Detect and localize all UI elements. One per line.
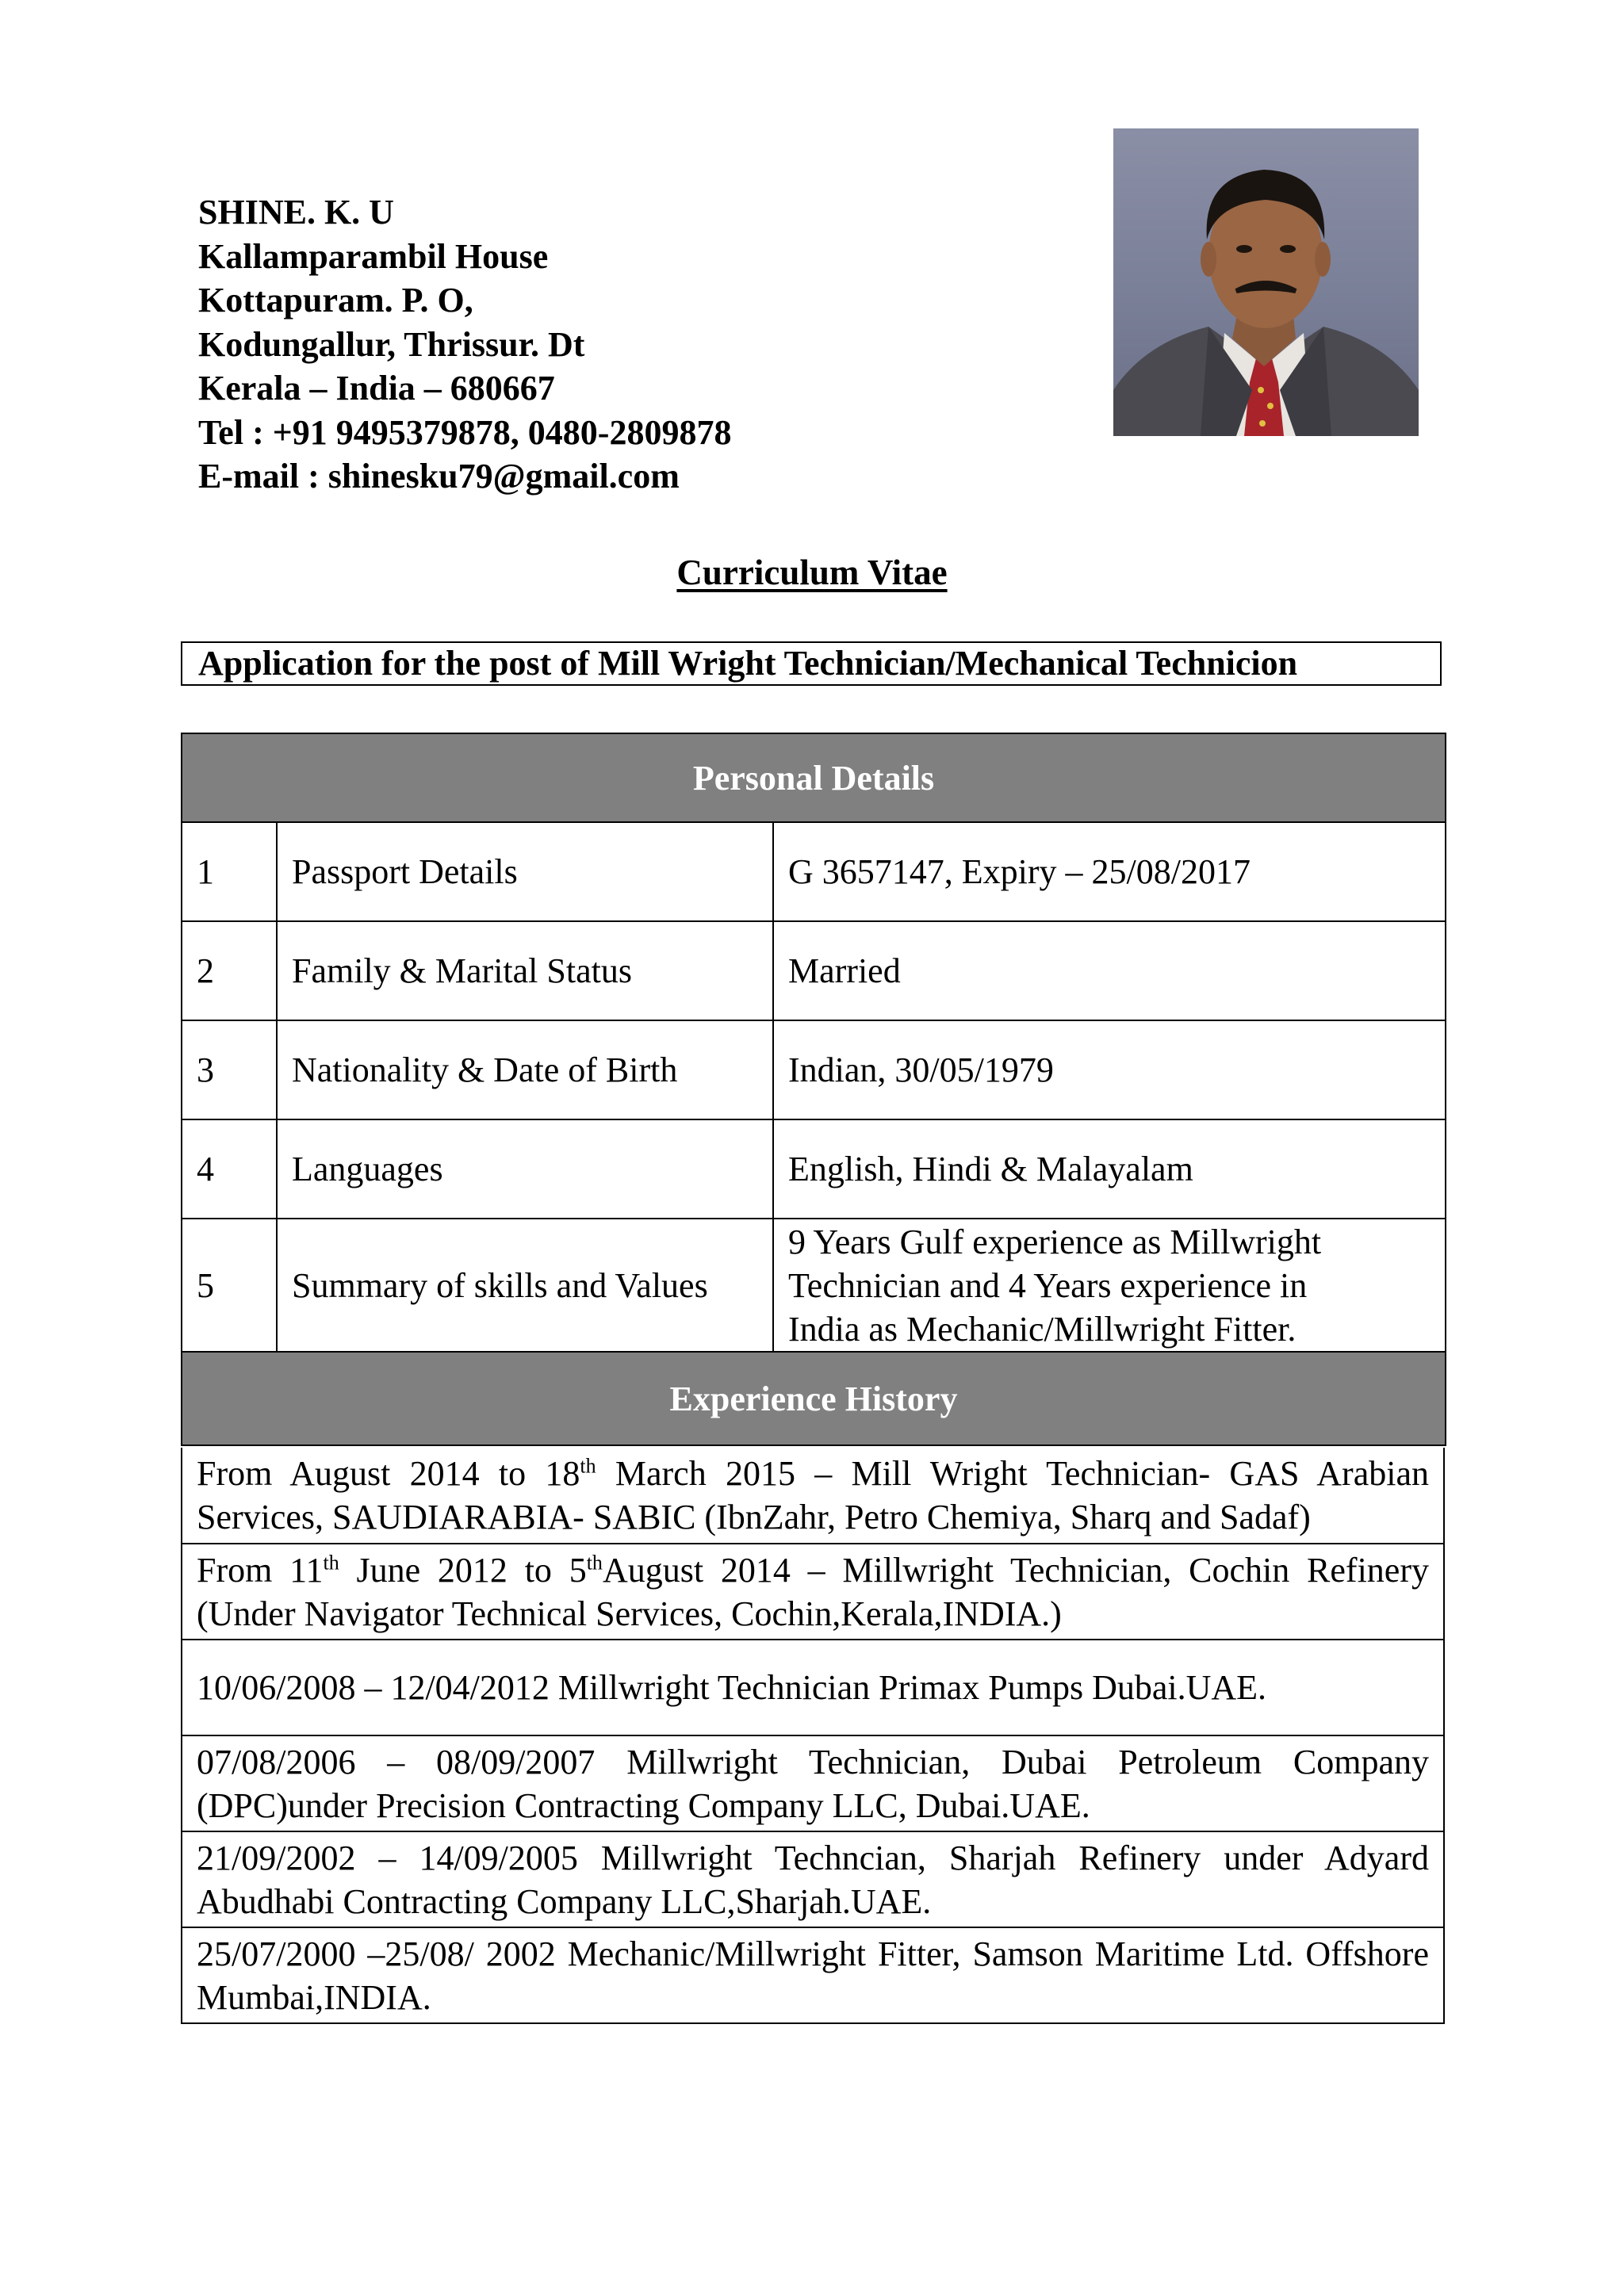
table-row (182, 921, 1446, 1020)
row-number: 1 (182, 822, 277, 921)
document-title: Curriculum Vitae (676, 553, 948, 592)
table-row (182, 1927, 1444, 2023)
experience-entry: 25/07/2000 –25/08/ 2002 Mechanic/Millwright Fitter, Samson Maritime Ltd. Offshore Mumbai,INDIA. (182, 1927, 1444, 2023)
address-line: Kodungallur, Thrissur. Dt (198, 324, 585, 364)
table-row (182, 822, 1446, 921)
table-row (182, 1544, 1444, 1640)
applicant-name: SHINE. K. U (198, 193, 394, 232)
row-value (773, 1219, 1446, 1352)
experience-history-heading: Experience History (182, 1352, 1446, 1445)
row-value: English, Hindi & Malayalam (773, 1119, 1446, 1219)
row-value: G 3657147, Expiry – 25/08/2017 (773, 822, 1446, 921)
table-row (182, 1119, 1446, 1219)
row-number: 3 (182, 1020, 277, 1119)
table-row (182, 1640, 1444, 1735)
experience-entry: From 11th June 2012 to 5thAugust 2014 – Millwright Technician, Cochin Refinery (Under Navigator Technical Services, Cochin,Kerala,INDIA.) (182, 1544, 1444, 1640)
table-row (182, 1020, 1446, 1119)
experience-entry: 10/06/2008 – 12/04/2012 Millwright Technician Primax Pumps Dubai.UAE. (182, 1640, 1444, 1735)
row-label: Languages (277, 1119, 773, 1219)
address-line: Kottapuram. P. O, (198, 281, 473, 320)
row-label: Passport Details (277, 822, 773, 921)
table-row (182, 1448, 1444, 1544)
table-row (182, 1735, 1444, 1831)
experience-entry: 07/08/2006 – 08/09/2007 Millwright Technician, Dubai Petroleum Company (DPC)under Precision Contracting Company LLC, Dubai.UAE. (182, 1735, 1444, 1831)
row-number: 4 (182, 1119, 277, 1219)
address-line: Kallamparambil House (198, 236, 549, 276)
personal-details-table (181, 733, 1446, 1446)
value-line: Technician and 4 Years experience in (788, 1265, 1308, 1305)
table-row (182, 1219, 1446, 1352)
telephone: Tel : +91 9495379878, 0480-2809878 (198, 412, 732, 452)
row-label: Summary of skills and Values (277, 1219, 773, 1352)
address-line: Kerala – India – 680667 (198, 369, 555, 408)
experience-entry: From August 2014 to 18th March 2015 – Mill Wright Technician- GAS Arabian Services, SAUDIARABIA- SABIC (IbnZahr, Petro Chemiya, Sharq and Sadaf) (182, 1448, 1444, 1544)
row-label: Nationality & Date of Birth (277, 1020, 773, 1119)
row-label: Family & Marital Status (277, 921, 773, 1020)
row-value: Married (773, 921, 1446, 1020)
experience-history-table (181, 1448, 1445, 2024)
contact-header (198, 190, 731, 499)
portrait-photo (1113, 128, 1419, 436)
application-post-box: Application for the post of Mill Wright Technician/Mechanical Technicion (181, 641, 1442, 686)
email: E-mail : shinesku79@gmail.com (198, 457, 680, 496)
personal-details-heading: Personal Details (182, 733, 1446, 822)
value-line: India as Mechanic/Millwright Fitter. (788, 1309, 1297, 1349)
value-line: 9 Years Gulf experience as Millwright (788, 1222, 1322, 1261)
row-value: Indian, 30/05/1979 (773, 1020, 1446, 1119)
portrait-photo-icon (1113, 128, 1419, 436)
experience-entry: 21/09/2002 – 14/09/2005 Millwright Techncian, Sharjah Refinery under Adyard Abudhabi Contracting Company LLC,Sharjah.UAE. (182, 1831, 1444, 1927)
table-row (182, 1831, 1444, 1927)
row-number: 5 (182, 1219, 277, 1352)
row-number: 2 (182, 921, 277, 1020)
